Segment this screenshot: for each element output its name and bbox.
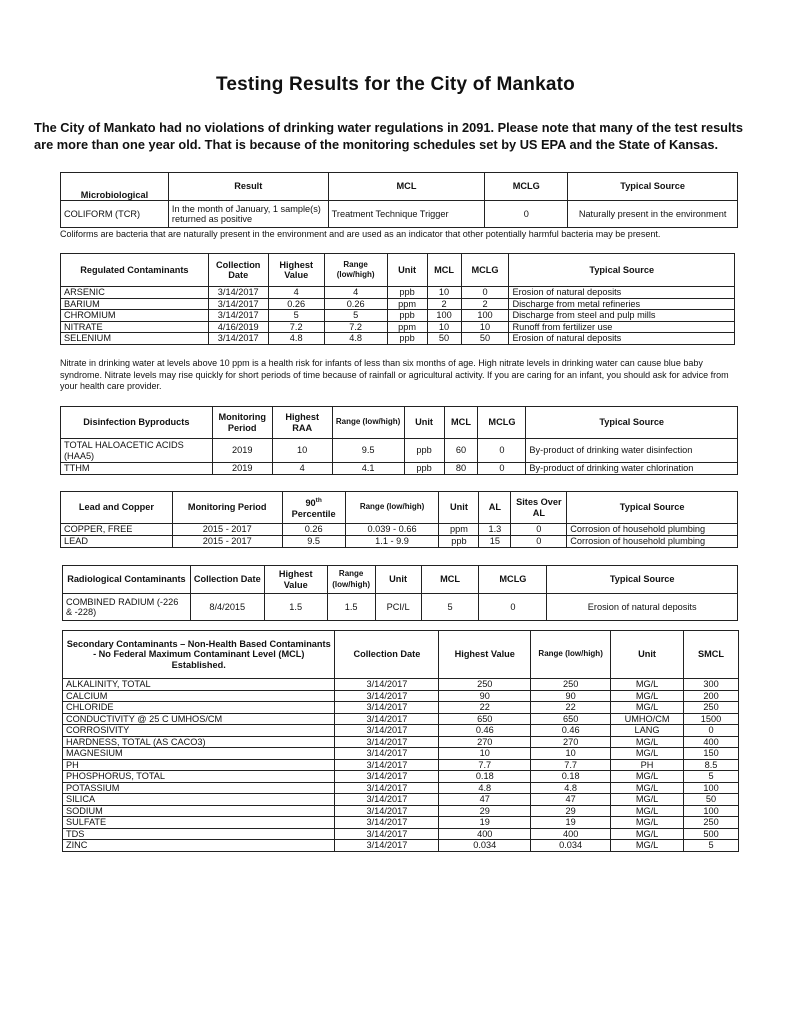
cell: MG/L — [611, 794, 684, 806]
cell: 300 — [684, 679, 739, 691]
cell: 5 — [268, 310, 324, 322]
cell: SILICA — [63, 794, 335, 806]
cell: 90 — [531, 690, 611, 702]
micro-cell: COLIFORM (TCR) — [61, 201, 169, 228]
table-row — [63, 828, 739, 840]
cell: 5 — [684, 771, 739, 783]
cell: 2019 — [212, 439, 272, 463]
cell: 0.26 — [268, 298, 324, 310]
cell: SULFATE — [63, 817, 335, 829]
cell: CHLORIDE — [63, 702, 335, 714]
nitrate-note: Nitrate in drinking water at levels above 10 ppm is a health risk for infants of less than six months of age. High nitrate levels in drinking water can cause blue baby syndrome. Nitrate levels may rise quickly for short periods of time because of rainfall or agricultural activity. If you are caring for an infant, you should ask for advice from your health care provider. — [60, 358, 729, 391]
lead-header: Monitoring Period — [172, 492, 282, 524]
cell: 3/14/2017 — [335, 782, 439, 794]
disinfection-header: Monitoring Period — [212, 407, 272, 439]
cell: 19 — [531, 817, 611, 829]
radiological-header: Unit — [375, 566, 421, 594]
cell: 1.1 - 9.9 — [345, 536, 439, 548]
cell: 9.5 — [332, 439, 404, 463]
cell: 3/14/2017 — [208, 333, 268, 345]
cell: 100 — [427, 310, 461, 322]
micro-header: Typical Source — [568, 173, 738, 201]
cell: SELENIUM — [61, 333, 209, 345]
cell: 2 — [461, 298, 509, 310]
disinfection-header: Disinfection Byproducts — [61, 407, 213, 439]
cell: 2019 — [212, 463, 272, 475]
radiological-header: Collection Date — [190, 566, 264, 594]
cell: Erosion of natural deposits — [547, 594, 738, 621]
cell: 0.034 — [531, 840, 611, 852]
radiological-header: Typical Source — [547, 566, 738, 594]
cell: 3/14/2017 — [335, 817, 439, 829]
cell: Discharge from metal refineries — [509, 298, 735, 310]
cell: 0.034 — [439, 840, 531, 852]
cell: 9.5 — [282, 536, 345, 548]
cell: 3/14/2017 — [208, 287, 268, 299]
cell: 7.2 — [268, 321, 324, 333]
cell: UMHO/CM — [611, 713, 684, 725]
cell: 8/4/2015 — [190, 594, 264, 621]
secondary-header: Collection Date — [335, 631, 439, 679]
secondary-header: Highest Value — [439, 631, 531, 679]
micro-header: Microbiological — [61, 173, 169, 201]
cell: TDS — [63, 828, 335, 840]
cell: 3/14/2017 — [335, 736, 439, 748]
cell: 90 — [439, 690, 531, 702]
disinfection-header: Highest RAA — [272, 407, 332, 439]
cell: Corrosion of household plumbing — [567, 536, 738, 548]
table-row — [63, 713, 739, 725]
cell: 0.039 - 0.66 — [345, 524, 439, 536]
cell: MG/L — [611, 782, 684, 794]
cell: 5 — [324, 310, 387, 322]
cell: 250 — [439, 679, 531, 691]
cell: Corrosion of household plumbing — [567, 524, 738, 536]
radiological-header: MCL — [421, 566, 479, 594]
cell: CORROSIVITY — [63, 725, 335, 737]
regulated-header: Range (low/high) — [324, 254, 387, 287]
cell: PH — [63, 759, 335, 771]
secondary-table — [62, 630, 739, 852]
cell: 2015 - 2017 — [172, 536, 282, 548]
disinfection-header: Unit — [404, 407, 444, 439]
table-row — [63, 594, 738, 621]
cell: 650 — [531, 713, 611, 725]
cell: MG/L — [611, 736, 684, 748]
regulated-header: Collection Date — [208, 254, 268, 287]
table-row — [63, 805, 739, 817]
cell: 3/14/2017 — [335, 679, 439, 691]
table-row — [61, 536, 738, 548]
cell: 2015 - 2017 — [172, 524, 282, 536]
cell: 270 — [439, 736, 531, 748]
radiological-table — [62, 565, 738, 621]
cell: 200 — [684, 690, 739, 702]
cell: 500 — [684, 828, 739, 840]
cell: 3/14/2017 — [208, 310, 268, 322]
table-row — [63, 817, 739, 829]
regulated-header: MCLG — [461, 254, 509, 287]
cell: 50 — [461, 333, 509, 345]
table-row — [63, 794, 739, 806]
cell: 80 — [444, 463, 478, 475]
micro-header: MCL — [328, 173, 485, 201]
table-row — [61, 287, 735, 299]
disinfection-header: MCL — [444, 407, 478, 439]
table-row — [61, 310, 735, 322]
disinfection-table — [60, 406, 738, 475]
cell: ppm — [387, 298, 427, 310]
table-row — [61, 298, 735, 310]
table-row — [61, 439, 738, 463]
cell: MG/L — [611, 771, 684, 783]
cell: POTASSIUM — [63, 782, 335, 794]
lead-header: Unit — [439, 492, 479, 524]
cell: Erosion of natural deposits — [509, 287, 735, 299]
cell: 22 — [531, 702, 611, 714]
cell: 7.7 — [439, 759, 531, 771]
cell: 0 — [478, 463, 526, 475]
cell: 4 — [268, 287, 324, 299]
lead-header: 90th Percentile — [282, 492, 345, 524]
regulated-header: Typical Source — [509, 254, 735, 287]
cell: 100 — [684, 805, 739, 817]
micro-cell: Naturally present in the environment — [568, 201, 738, 228]
cell: 250 — [531, 679, 611, 691]
secondary-header: SMCL — [684, 631, 739, 679]
secondary-header: Unit — [611, 631, 684, 679]
cell: CALCIUM — [63, 690, 335, 702]
cell: 10 — [461, 321, 509, 333]
radiological-header: MCLG — [479, 566, 547, 594]
table-row — [63, 702, 739, 714]
regulated-header: Unit — [387, 254, 427, 287]
cell: 0.26 — [282, 524, 345, 536]
cell: ppb — [387, 287, 427, 299]
cell: 19 — [439, 817, 531, 829]
cell: 10 — [439, 748, 531, 760]
cell: COPPER, FREE — [61, 524, 173, 536]
cell: 1.5 — [264, 594, 327, 621]
micro-header: MCLG — [485, 173, 568, 201]
cell: 7.2 — [324, 321, 387, 333]
cell: MG/L — [611, 679, 684, 691]
cell: 4.8 — [531, 782, 611, 794]
cell: PH — [611, 759, 684, 771]
cell: 2 — [427, 298, 461, 310]
disinfection-header: Range (low/high) — [332, 407, 404, 439]
cell: 3/14/2017 — [335, 702, 439, 714]
table-row — [63, 771, 739, 783]
cell: Runoff from fertilizer use — [509, 321, 735, 333]
table-row — [63, 725, 739, 737]
cell: COMBINED RADIUM (-226 & -228) — [63, 594, 191, 621]
cell: 0.46 — [439, 725, 531, 737]
cell: ppb — [387, 310, 427, 322]
cell: By-product of drinking water disinfection — [526, 439, 738, 463]
cell: CONDUCTIVITY @ 25 C UMHOS/CM — [63, 713, 335, 725]
cell: 0.18 — [531, 771, 611, 783]
microbiological-table — [60, 172, 738, 228]
disinfection-header: Typical Source — [526, 407, 738, 439]
lead-header: Sites Over AL — [511, 492, 567, 524]
cell: 0 — [684, 725, 739, 737]
radiological-header: Highest Value — [264, 566, 327, 594]
cell: 22 — [439, 702, 531, 714]
cell: 400 — [531, 828, 611, 840]
cell: 100 — [461, 310, 509, 322]
cell: PHOSPHORUS, TOTAL — [63, 771, 335, 783]
cell: 50 — [427, 333, 461, 345]
secondary-header: Secondary Contaminants – Non-Health Based Contaminants - No Federal Maximum Contaminant Level (MCL) Established. — [63, 631, 335, 679]
table-row — [63, 840, 739, 852]
cell: 10 — [427, 321, 461, 333]
lead-header: Lead and Copper — [61, 492, 173, 524]
cell: 10 — [427, 287, 461, 299]
intro-paragraph: The City of Mankato had no violations of drinking water regulations in 2091. Please note that many of the test results are more than one year old. That is because of the monitoring schedules set by US EPA and the State of Kansas. — [34, 120, 743, 152]
table-row — [63, 679, 739, 691]
secondary-header: Range (low/high) — [531, 631, 611, 679]
cell: 4.8 — [439, 782, 531, 794]
regulated-table — [60, 253, 735, 345]
cell: Erosion of natural deposits — [509, 333, 735, 345]
cell: TTHM — [61, 463, 213, 475]
cell: PCI/L — [375, 594, 421, 621]
cell: HARDNESS, TOTAL (AS CACO3) — [63, 736, 335, 748]
cell: 4 — [272, 463, 332, 475]
cell: 4.1 — [332, 463, 404, 475]
cell: MG/L — [611, 690, 684, 702]
cell: Discharge from steel and pulp mills — [509, 310, 735, 322]
cell: 3/14/2017 — [335, 805, 439, 817]
cell: 4 — [324, 287, 387, 299]
cell: 3/14/2017 — [335, 748, 439, 760]
cell: NITRATE — [61, 321, 209, 333]
cell: LANG — [611, 725, 684, 737]
micro-header: Result — [168, 173, 328, 201]
cell: 0.46 — [531, 725, 611, 737]
micro-cell: Treatment Technique Trigger — [328, 201, 485, 228]
regulated-body — [61, 287, 735, 345]
cell: 0 — [479, 594, 547, 621]
cell: ppb — [439, 536, 479, 548]
cell: 3/14/2017 — [335, 690, 439, 702]
radiological-header: Radiological Contaminants — [63, 566, 191, 594]
table-row — [63, 782, 739, 794]
cell: ppb — [387, 333, 427, 345]
cell: 1.5 — [327, 594, 375, 621]
cell: 1500 — [684, 713, 739, 725]
cell: 400 — [684, 736, 739, 748]
cell: 3/14/2017 — [335, 840, 439, 852]
cell: 250 — [684, 817, 739, 829]
cell: MG/L — [611, 805, 684, 817]
cell: 650 — [439, 713, 531, 725]
cell: 5 — [421, 594, 479, 621]
secondary-body — [63, 679, 739, 852]
cell: 100 — [684, 782, 739, 794]
cell: ppb — [404, 463, 444, 475]
cell: ppm — [387, 321, 427, 333]
cell: 3/14/2017 — [335, 759, 439, 771]
cell: SODIUM — [63, 805, 335, 817]
cell: 3/14/2017 — [335, 725, 439, 737]
table-row — [61, 463, 738, 475]
cell: By-product of drinking water chlorination — [526, 463, 738, 475]
cell: 250 — [684, 702, 739, 714]
cell: 3/14/2017 — [335, 713, 439, 725]
cell: 3/14/2017 — [335, 794, 439, 806]
coliform-note: Coliforms are bacteria that are naturally present in the environment and are used as an indicator that other potentially harmful bacteria may be present. — [60, 229, 661, 239]
cell: MG/L — [611, 840, 684, 852]
micro-cell: In the month of January, 1 sample(s) returned as positive — [168, 201, 328, 228]
cell: LEAD — [61, 536, 173, 548]
cell: ALKALINITY, TOTAL — [63, 679, 335, 691]
cell: ppb — [404, 439, 444, 463]
page-title: Testing Results for the City of Mankato — [216, 74, 575, 95]
cell: 5 — [684, 840, 739, 852]
cell: BARIUM — [61, 298, 209, 310]
cell: 0.18 — [439, 771, 531, 783]
cell: 47 — [531, 794, 611, 806]
lead-header: Typical Source — [567, 492, 738, 524]
cell: 270 — [531, 736, 611, 748]
regulated-header: Regulated Contaminants — [61, 254, 209, 287]
cell: ZINC — [63, 840, 335, 852]
cell: 0 — [461, 287, 509, 299]
lead-header: AL — [479, 492, 511, 524]
cell: 15 — [479, 536, 511, 548]
cell: 0 — [511, 524, 567, 536]
cell: 4.8 — [268, 333, 324, 345]
cell: MG/L — [611, 828, 684, 840]
cell: 0.26 — [324, 298, 387, 310]
cell: 3/14/2017 — [335, 828, 439, 840]
cell: 0 — [478, 439, 526, 463]
cell: MAGNESIUM — [63, 748, 335, 760]
cell: MG/L — [611, 817, 684, 829]
cell: 1.3 — [479, 524, 511, 536]
cell: CHROMIUM — [61, 310, 209, 322]
lead-copper-table — [60, 491, 738, 548]
cell: 10 — [531, 748, 611, 760]
table-row — [63, 748, 739, 760]
cell: ARSENIC — [61, 287, 209, 299]
cell: MG/L — [611, 702, 684, 714]
cell: ppm — [439, 524, 479, 536]
cell: 400 — [439, 828, 531, 840]
table-row — [61, 524, 738, 536]
cell: 47 — [439, 794, 531, 806]
percentile-sup: th — [315, 496, 322, 504]
table-row — [63, 690, 739, 702]
cell: 50 — [684, 794, 739, 806]
table-row — [61, 321, 735, 333]
cell: 8.5 — [684, 759, 739, 771]
radiological-header: Range (low/high) — [327, 566, 375, 594]
cell: 10 — [272, 439, 332, 463]
cell: 4/16/2019 — [208, 321, 268, 333]
cell: 3/14/2017 — [335, 771, 439, 783]
cell: 4.8 — [324, 333, 387, 345]
cell: TOTAL HALOACETIC ACIDS (HAA5) — [61, 439, 213, 463]
disinfection-header: MCLG — [478, 407, 526, 439]
cell: 7.7 — [531, 759, 611, 771]
table-row — [63, 736, 739, 748]
lead-header: Range (low/high) — [345, 492, 439, 524]
regulated-header: Highest Value — [268, 254, 324, 287]
cell: 29 — [531, 805, 611, 817]
cell: 0 — [511, 536, 567, 548]
cell: 29 — [439, 805, 531, 817]
cell: 60 — [444, 439, 478, 463]
cell: 3/14/2017 — [208, 298, 268, 310]
cell: 150 — [684, 748, 739, 760]
table-row — [61, 333, 735, 345]
micro-cell: 0 — [485, 201, 568, 228]
table-row — [63, 759, 739, 771]
cell: MG/L — [611, 748, 684, 760]
regulated-header: MCL — [427, 254, 461, 287]
